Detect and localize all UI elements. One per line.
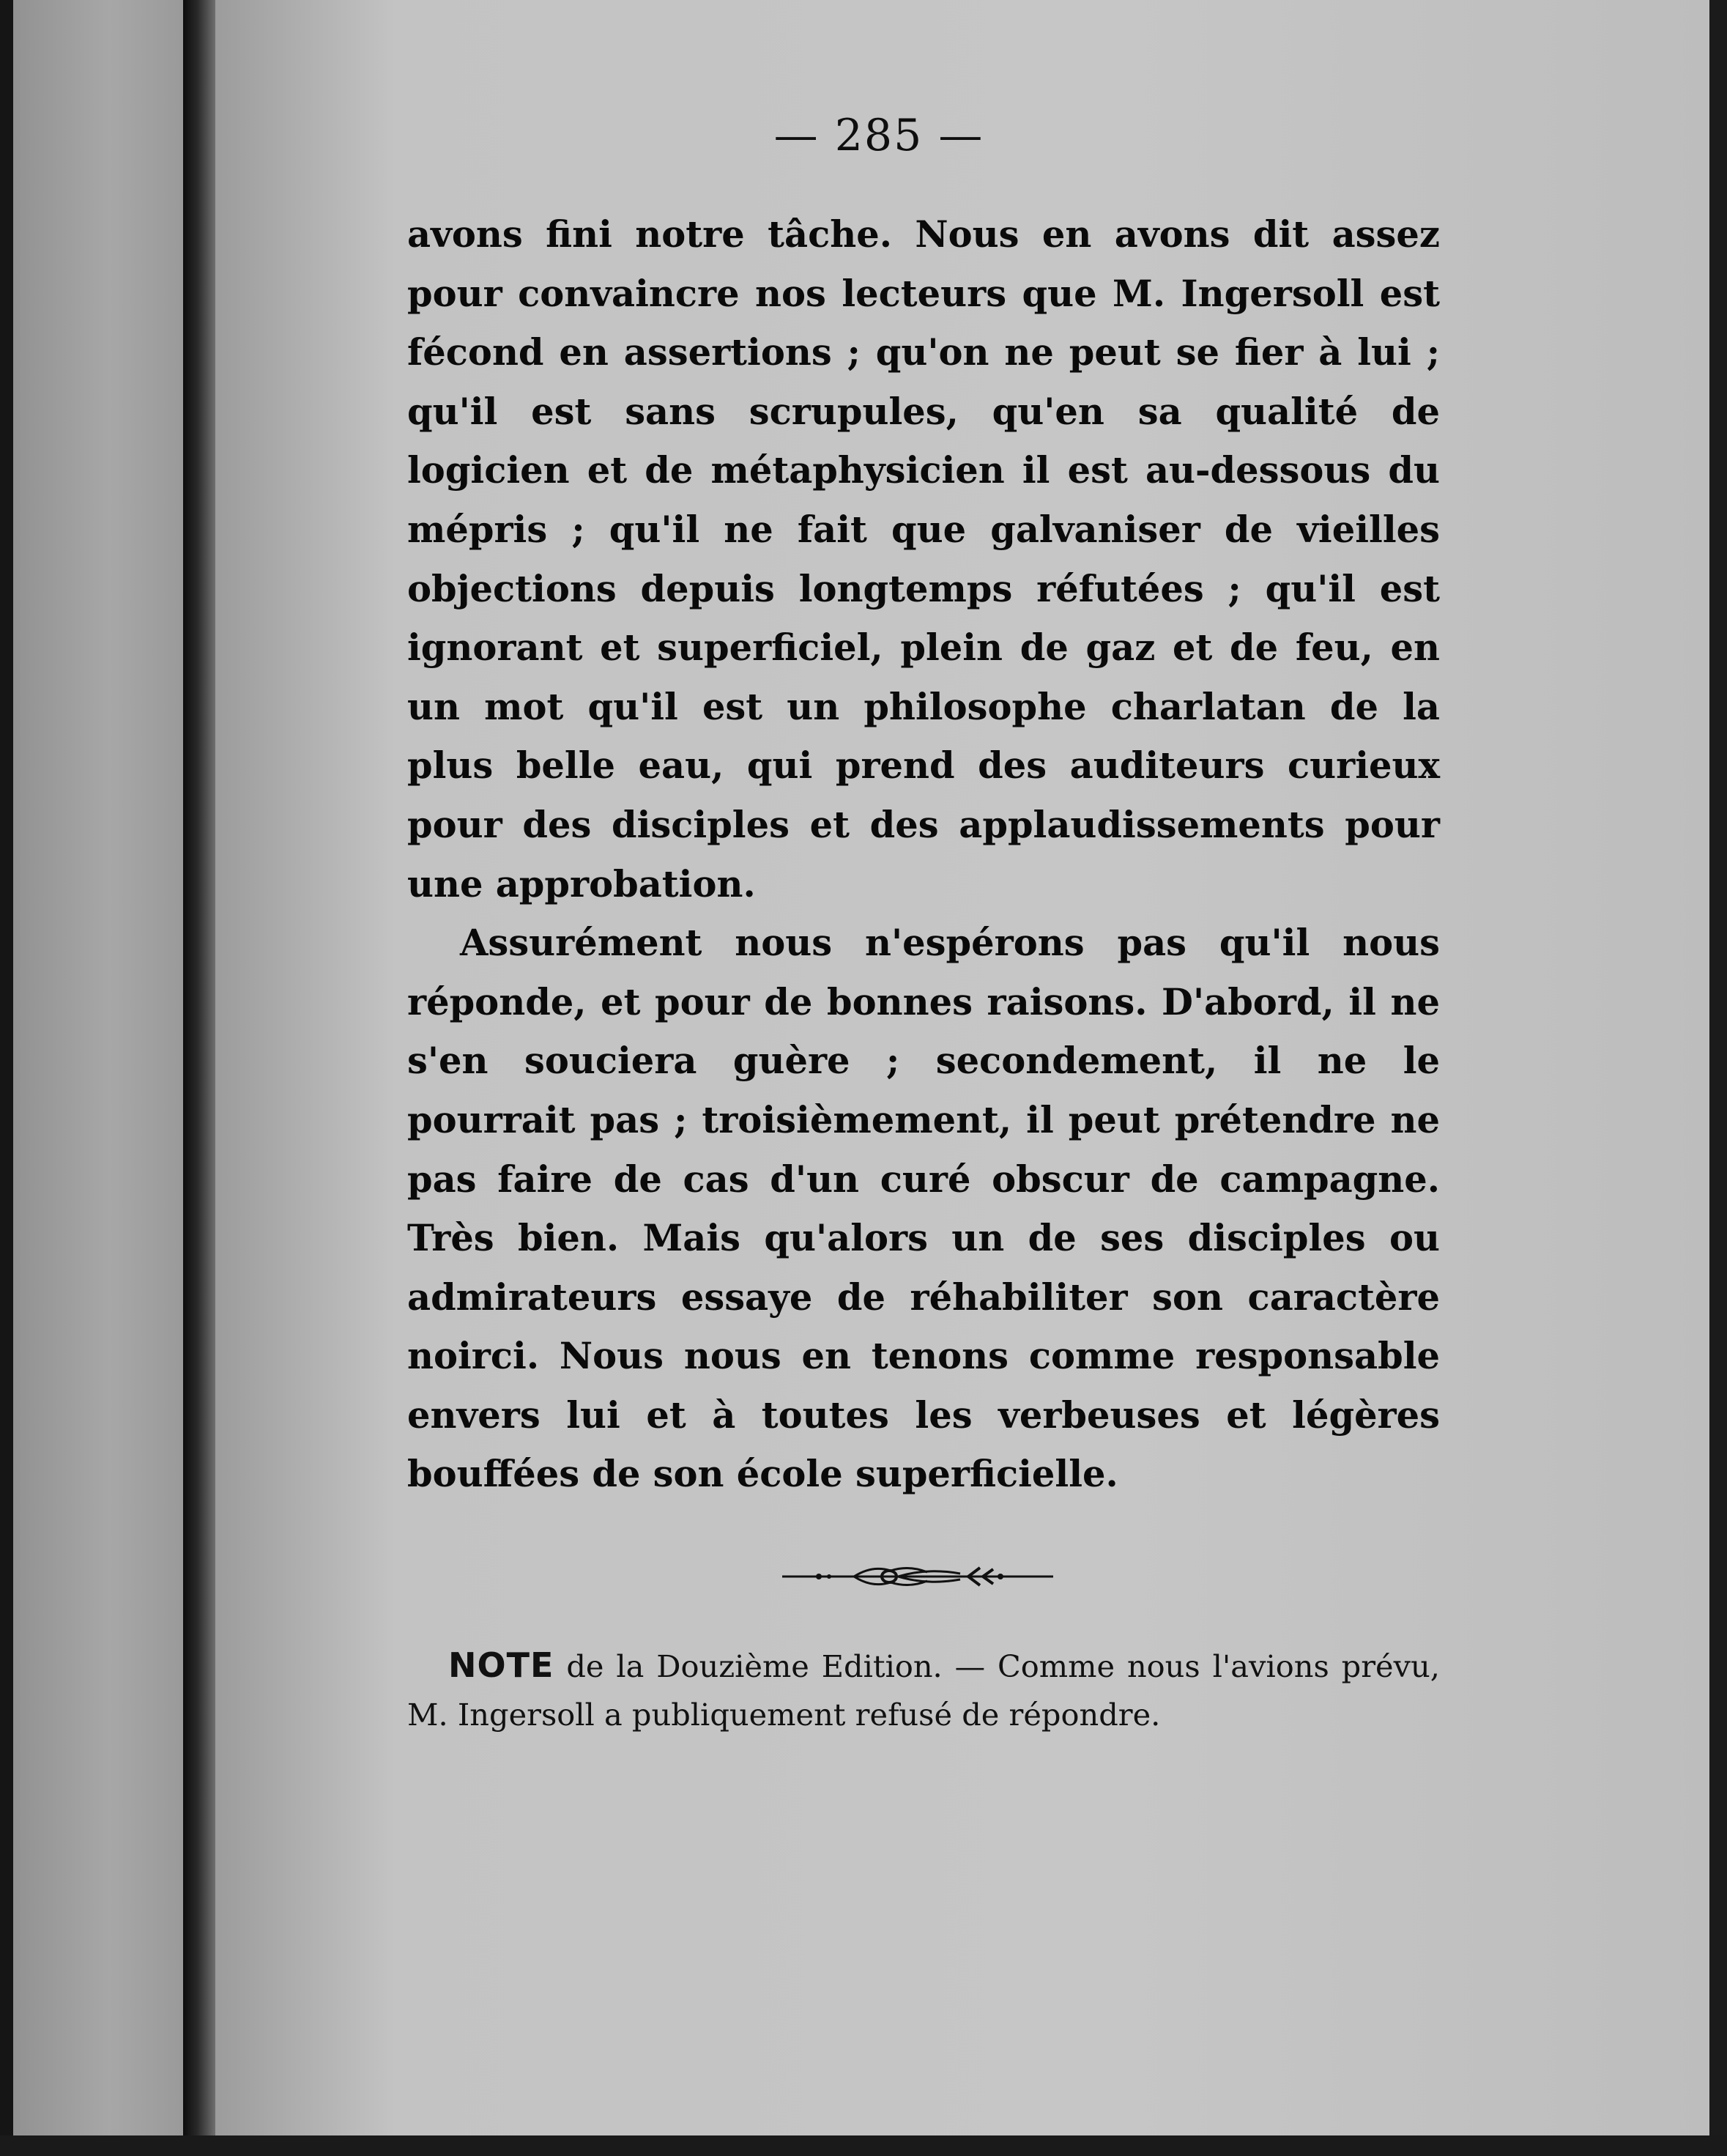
body-text bbox=[407, 205, 1440, 1504]
note-text: de la Douzième Edition. — Comme nous l'avions prévu, M. Ingersoll a publiquement refusé de répondre. bbox=[407, 1648, 1440, 1733]
paragraph-1: avons fini notre tâche. Nous en avons dit assez pour convaincre nos lecteurs que M. Ingersoll est fécond en assertions ; qu'on ne peut se fier à lui ; qu'il est sans scrupules, qu'en sa qualité de logicien et de métaphysicien il est au-dessous du mépris ; qu'il ne fait que galvaniser de vieilles objections depuis longtemps réfutées ; qu'il est ignorant et superficiel, plein de gaz et de feu, en un mot qu'il est un philosophe charlatan de la plus belle eau, qui prend des auditeurs curieux pour des disciples et des applaudissements pour une approbation. bbox=[407, 213, 1440, 905]
scan-border-bottom bbox=[0, 2135, 1727, 2156]
note-label: NOTE bbox=[448, 1645, 554, 1685]
facing-page-margin bbox=[0, 0, 183, 2156]
paragraph-2: Assurément nous n'espérons pas qu'il nous réponde, et pour de bonnes raisons. D'abord, il ne s'en souciera guère ; secondement, il ne le pourrait pas ; troisièmement, il peut prétendre ne pas faire de cas d'un curé obscur de campagne. Très bien. Mais qu'alors un de ses disciples ou admirateurs essaye de réhabiliter son caractère noirci. Nous nous en tenons comme responsable envers lui et à toutes les verbeuses et légères bouffées de son école superficielle. bbox=[407, 922, 1440, 1496]
edition-note bbox=[407, 1641, 1440, 1739]
page-number: — 285 — bbox=[773, 110, 984, 161]
scan-border-left bbox=[0, 0, 13, 2156]
book-gutter bbox=[183, 0, 215, 2156]
fleuron-divider-icon bbox=[781, 1559, 1055, 1594]
scan-border-right bbox=[1709, 0, 1727, 2156]
